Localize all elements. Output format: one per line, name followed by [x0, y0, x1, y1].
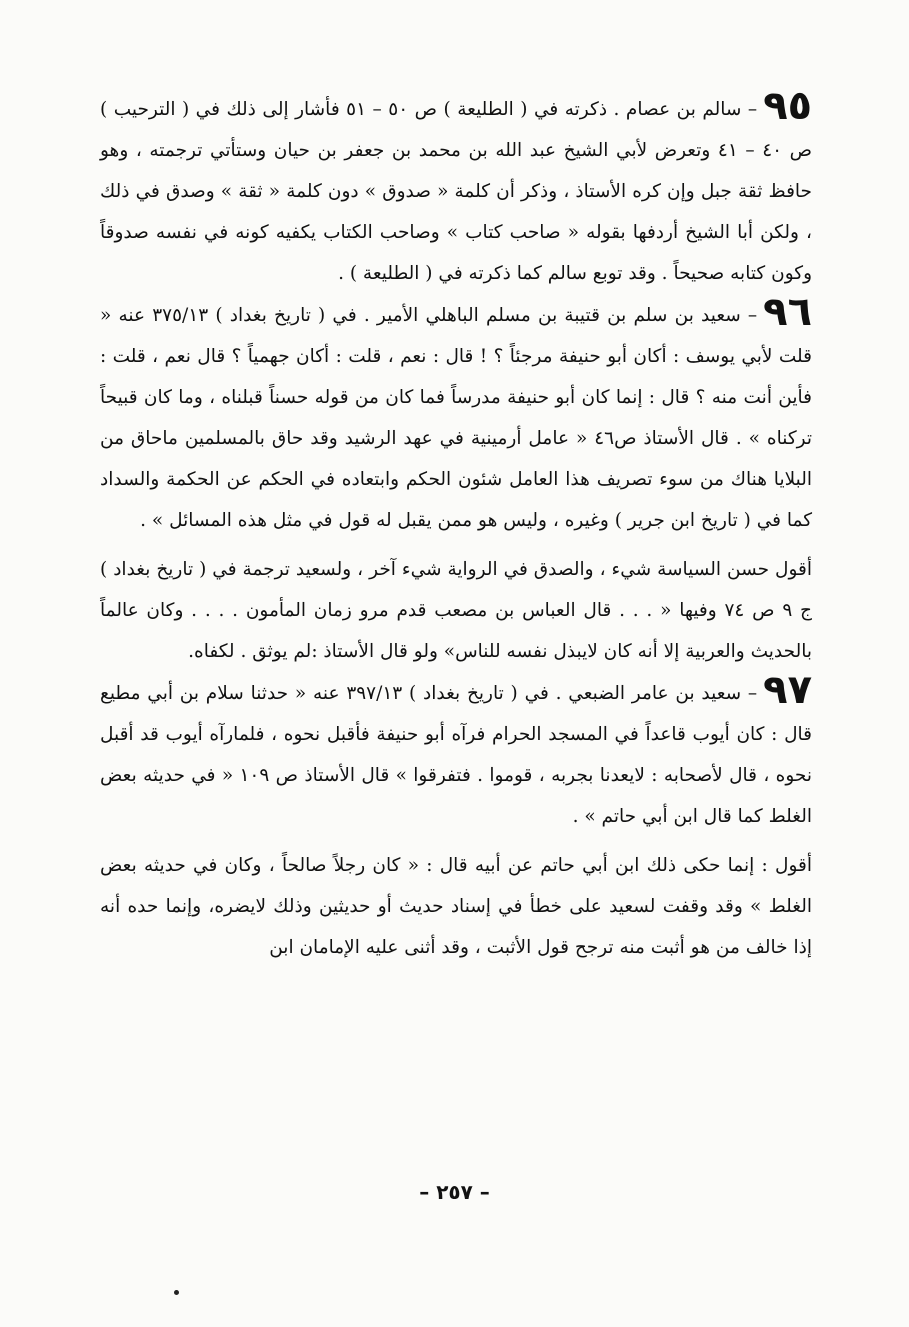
entry-text: – سعيد بن سلم بن قتيبة بن مسلم الباهلي الأمير . في ( تاريخ بغداد ) ٣٧٥/١٣ عنه « قلت لأبي يوسف : أكان أبو حنيفة مرجئاً ؟ ! قال : نعم ، قلت : أكان جهمياً ؟ قال نعم ، قلت : فأين أنت منه ؟ قال : إنما كان أبو حنيفة مدرساً فما كان من قوله حسناً قبلناه ، وما كان قبيحاً تركناه » . قال الأستاذ ص٤٦ « عامل أرمينية في عهد الرشيد وقد حاق بالمسلمين ماحاق من البلايا هناك من سوء تصريف هذا العامل شئون الحكم وابتعاده في الحكم عن الحكمة والسداد كما في ( تاريخ ابن جرير ) وغيره ، وليس هو ممن يقبل له قول في مثل هذه المسائل » .: [100, 305, 812, 531]
page-body: [100, 83, 813, 968]
page-number: – ٢٥٧ –: [419, 1180, 490, 1204]
entry-text: – سالم بن عصام . ذكرته في ( الطليعة ) ص ٥٠ – ٥١ فأشار إلى ذلك في ( الترحيب ) ص ٤٠ – ٤١ وتعرض لأبي الشيخ عبد الله بن محمد بن جعفر بن حيان وستأتي ترجمته ، وهو حافظ ثقة جبل وإن كره الأستاذ ، وذكر أن كلمة « صدوق » دون كلمة « ثقة » وصدق في ذلك ، ولكن أبا الشيخ أردفها بقوله « صاحب كتاب » وصاحب الكتاب يكفيه كونه في نفسه صدوقاً وكون كتابه صحيحاً . وقد توبع سالم كما ذكرته في ( الطليعة ) .: [100, 99, 813, 284]
commentary-paragraph: أقول : إنما حكى ذلك ابن أبي حاتم عن أبيه قال : « كان رجلاً صالحاً ، وكان في حديثه بعض الغلط » وقد وقفت لسعيد على خطأ في إسناد حديث أو حديثين وذلك لايضره، وإنما حده أنه إذا خالف من هو أثبت منه ترجح قول الأثبت ، وقد أثنى عليه الإمامان ابن: [100, 855, 812, 958]
entry-number: ٩٧: [763, 667, 812, 713]
entry-text: – سعيد بن عامر الضبعي . في ( تاريخ بغداد ) ٣٩٧/١٣ عنه « حدثنا سلام بن أبي مطيع قال : كان أيوب قاعداً في المسجد الحرام فرآه أبو حنيفة فأقبل نحوه ، فلمارآه أيوب قد أقبل نحوه ، قال لأصحابه : لايعدنا بجربه ، قوموا . فتفرقوا » قال الأستاذ ص ١٠٩ « في حديثه بعض الغلط كما قال ابن أبي حاتم » .: [100, 683, 812, 827]
entry-95: [100, 83, 813, 294]
entry-number: ٩٦: [763, 289, 812, 335]
entry-number: ٩٥: [763, 83, 813, 129]
entry-97: [100, 667, 812, 837]
commentary-paragraph: أقول حسن السياسة شيء ، والصدق في الرواية شيء آخر ، ولسعيد ترجمة في ( تاريخ بغداد ) ج ٩ ص ٧٤ وفيها « . . . قال العباس بن مصعب قدم مرو زمان المأمون . . . . وكان عالماً بالحديث والعربية إلا أنه كان لايبذل نفسه للناس» ولو قال الأستاذ :لم يوثق . لكفاه.: [100, 559, 812, 662]
ink-speck: [174, 1290, 179, 1295]
entry-96: [100, 289, 812, 541]
